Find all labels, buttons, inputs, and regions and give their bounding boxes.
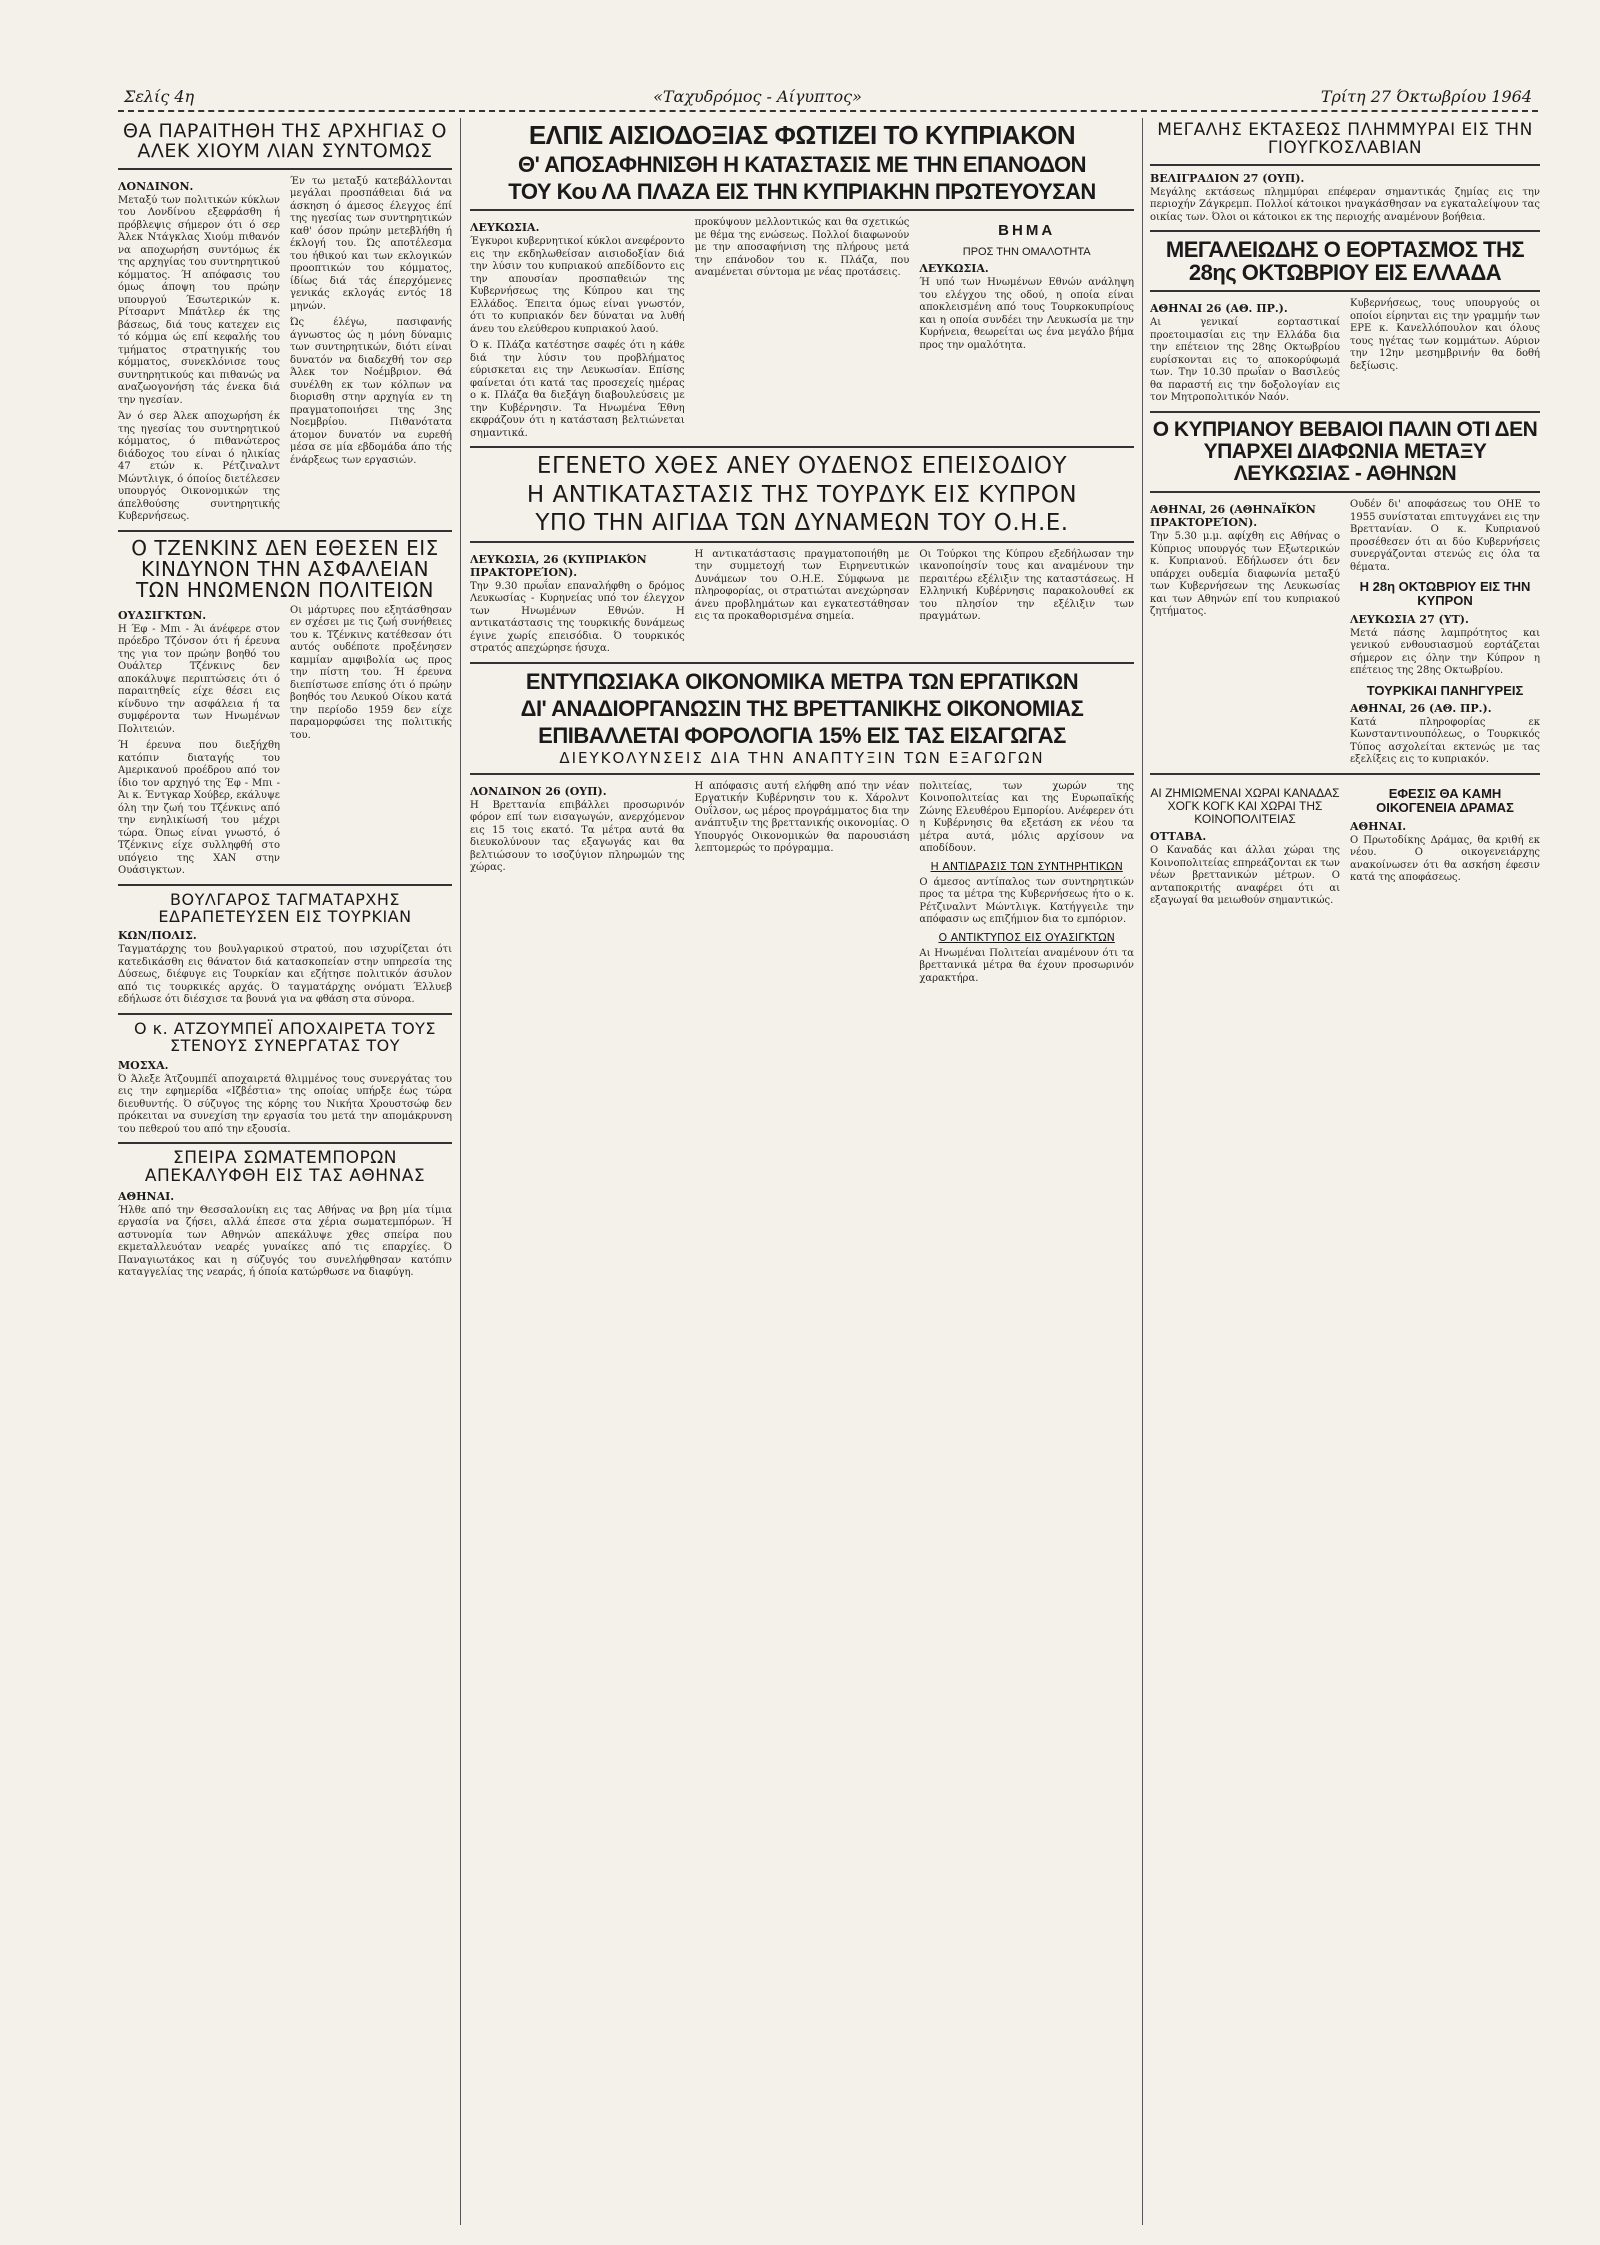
issue-date: Τρίτη 27 Όκτωβρίου 1964 bbox=[1315, 87, 1538, 106]
story-body bbox=[470, 549, 1134, 656]
divider bbox=[470, 662, 1134, 664]
paragraph: Μεταξύ των πολιτικών κύκλων του Λονδίνου εξεφράσθη ή πρόβλεψις σήμερον ότι ό σερ Άλεκ Ντάγκλας Χιούμ πιθανόν να αποχωρήση συντόμως έκ της αρχηγίας του συντηρητικού κόμματος. Ή απόφασις του όμως άποψη του πρώην υπουργού Έσωτερικών κ. Ρίτσαρντ Μπάτλερ έκ της βάσεως, διά τους κατεχεν εις τό κόμμα ώς επί κεφαλής του τμήματος στρατηγικής του κόμματος, συνεκλόνισε τους συντηρητικούς και πιθανώς να αναζωογονήση τάς ένεκα διά την ηγεσίαν. bbox=[118, 194, 280, 406]
story-adzhubei bbox=[118, 1018, 452, 1136]
paragraph: Ταγματάρχης του βουλγαρικού στρατού, που ισχυρίζεται ότι κατεδικάσθη εις θάνατον διά κατασκοπείαν στην υπηρεσία της Δύσεως, διέφυγε εις Τουρκίαν και εζήτησε πολιτικόν άσυλον από τις τουρκικές αρχάς. Ό ταγματάρχης ονόματι Έλλυεβ εδήλωσε ότι διέσχισε τα βουνά για να φθάση στα σύνορα. bbox=[118, 944, 452, 1006]
paragraph: Ήλθε από την Θεσσαλονίκη εις τας Αθήνας να βρη μία τίμια εργασία να ζήσει, αλλά έπεσε στα χέρια σωματεμπόρων. Ή αστυνομία των Αθηνών απεκάλυψε χθες σπείρα που εκμεταλλευόταν νεαρές γυναίκες από τις επαρχίες. Ό Παναγιωτάκος και η σύζυγός του συνελήφθησαν κατόπιν καταγγελίας της νεαράς, ή όποία κατώρθωσε να διαφύγη. bbox=[118, 1204, 452, 1279]
story-cyprus-optimism bbox=[470, 122, 1134, 440]
story-body bbox=[118, 605, 452, 878]
subheadline: ΑΙ ΖΗΜΙΩΜΕΝΑΙ ΧΩΡΑΙ ΚΑΝΑΔΑΣ ΧΟΓΚ ΚΟΓΚ ΚΑΙ ΧΩΡΑΙ ΤΗΣ ΚΟΙΝΟΠΟΛΙΤΕΙΑΣ bbox=[1150, 785, 1340, 827]
dateline: ΛΕΥΚΩΣΙΑ. bbox=[919, 262, 989, 276]
divider bbox=[1150, 290, 1540, 292]
story-28-october bbox=[1150, 238, 1540, 405]
paragraph: Ή υπό των Ηνωμένων Εθνών ανάληψη του ελέγχου της οδού, η οποία είναι αποκλεισμένη από τους Τουρκοκυπρίους και η οποία συνδέει την Λευκωσία με την Κυρήνεια, θεωρείται ως ένα μεγάλο βήμα προς την ομαλότητα. bbox=[919, 277, 1134, 351]
paragraph: Αι Ηνωμέναι Πολιτείαι αναμένουν ότι τα βρεττανικά μέτρα θα έχουν προσωρινόν χαρακτήρα. bbox=[919, 947, 1134, 984]
divider bbox=[470, 446, 1134, 448]
divider bbox=[118, 168, 452, 170]
headline: ΒΟΥΛΓΑΡΟΣ ΤΑΓΜΑΤΑΡΧΗΣ ΕΔΡΑΠΕΤΕΥΣΕΝ ΕΙΣ ΤΟΥΡΚΙΑΝ bbox=[158, 889, 412, 926]
banner-headline: ΕΠΙΒΑΛΛΕΤΑΙ ΦΟΡΟΛΟΓΙΑ 15% ΕΙΣ ΤΑΣ ΕΙΣΑΓΩΓΑΣ bbox=[538, 723, 1066, 749]
masthead bbox=[118, 82, 1538, 112]
story-body bbox=[118, 176, 452, 524]
story-british-economy bbox=[470, 670, 1134, 986]
paragraph: πολιτείας, των χωρών της Κοινοπολιτείας και της Ευρωπαϊκής Ζώνης Ελευθέρου Εμπορίου. Ανέφερεν ότι η Κυβέρνησις θα εξετάση εκ νέου τα μέτρα αυτά, μόλις αρχίσουν να αποδίδουν. bbox=[919, 780, 1134, 855]
column-rule bbox=[460, 118, 461, 2225]
paper-name: «Ταχυδρόμος - Αίγυπτος» bbox=[647, 87, 868, 106]
column-left bbox=[118, 118, 452, 2225]
divider bbox=[118, 1013, 452, 1015]
dateline: ΛΟΝΔΙΝΟΝ. bbox=[118, 179, 194, 193]
paragraph: Έν τω μεταξύ κατεβάλλονται μεγάλαι προσπάθειαι διά να άσκηση ό άμεσος έλεγχος έπί της ηγεσίας των συντηρητικών καθ' όσον πρώην μετεβλήθη ή έκλογή του. Ώς αποτέλεσμα του ήθικού και των εκλογικών προοπτικών του κόμματος, ίδίως διά τάς έπερχόμενες γενικάς εκλογάς εντός 18 μηνών. bbox=[290, 175, 452, 312]
banner-headline: Η ΑΝΤΙΚΑΤΑΣΤΑΣΙΣ ΤΗΣ ΤΟΥΡΔΥΚ ΕΙΣ ΚΥΠΡΟΝ bbox=[526, 481, 1078, 508]
divider bbox=[118, 530, 452, 532]
story-body bbox=[1150, 781, 1540, 908]
paragraph: Η απόφασις αυτή ελήφθη από την νέαν Εργατικήν Κυβέρνησιν του κ. Χάρολντ Ουΐλσον, ως μέρος προγράμματος δια την ανάπτυξιν της βρεττανικής οικονομίας. Ο Υπουργός Οικονομικών θα παρουσιάση λεπτομερώς το πρόγραμμα. bbox=[694, 780, 910, 855]
story-commonwealth bbox=[1150, 781, 1540, 908]
paragraph: Ο Καναδάς και άλλαι χώραι της Κοινοπολιτείας επηρεάζονται εκ των νέων βρεττανικών μέτρων. Ο ανταποκριτής αναφέρει ότι αι εξαγωγαί θα μειωθούν σημαντικώς. bbox=[1150, 845, 1340, 907]
headline: Ο κ. ΑΤΖΟΥΜΠΕΪ ΑΠΟΧΑΙΡΕΤΑ ΤΟΥΣ ΣΤΕΝΟΥΣ ΣΥΝΕΡΓΑΤΑΣ ΤΟΥ bbox=[133, 1018, 437, 1055]
dateline: ΜΟΣΧΑ. bbox=[118, 1058, 169, 1072]
paragraph: Κυβερνήσεως, τους υπουργούς οι οποίοι είρηνται εις την γραμμήν των ΕΡΕ κ. Κανελλόπουλον και όλους τους ηγέτας των κομμάτων. Αύριον την 12ην μεσημβρινήν θα δοθή δεξίωσις. bbox=[1350, 298, 1540, 372]
dateline: ΛΟΝΔΙΝΟΝ 26 (ΟΥΠ). bbox=[470, 784, 607, 798]
divider bbox=[470, 209, 1134, 211]
banner-headline: ΕΝΤΥΠΩΣΙΑΚΑ ΟΙΚΟΝΟΜΙΚΑ ΜΕΤΡΑ ΤΩΝ ΕΡΓΑΤΙΚΩΝ bbox=[525, 668, 1079, 694]
dateline: ΛΕΥΚΩΣΙΑ, 26 (ΚΥΠΡΙΑΚΌΝ ΠΡΑΚΤΟΡΕΊΟΝ). bbox=[470, 552, 647, 579]
paragraph: Ο Πρωτοδίκης Δράμας, θα κριθή εκ νέου. Ο οικογενειάρχης ανακοίνωσεν ότι θα ασκήση έφεσιν κατά της αποφάσεως. bbox=[1350, 834, 1540, 883]
divider bbox=[118, 884, 452, 886]
paragraph: Η Έφ - Μπι - Άι άνέφερε στον πρόεδρο Τζόνσον ότι ή έρευνα της για τον πρώην βοηθό του Ουάλτερ Τζένκινς δεν αποκάλυψε περιπτώσεις ότι ό παραιτηθείς είχε θέσει εις κίνδυνο την ασφάλεια ή τα συμφέροντα των Ηνωμένων Πολιτειών. bbox=[118, 623, 280, 735]
divider bbox=[470, 541, 1134, 543]
banner-headline: ΕΛΠΙΣ ΑΙΣΙΟΔΟΞΙΑΣ ΦΩΤΙΖΕΙ ΤΟ ΚΥΠΡΙΑΚΟΝ bbox=[528, 120, 1076, 150]
headline: ΘΑ ΠΑΡΑΙΤΗΘΗ ΤΗΣ ΑΡΧΗΓΙΑΣ Ο ΑΛΕΚ ΧΙΟΥΜ ΛΙΑΝ ΣΥΝΤΟΜΩΣ bbox=[123, 120, 447, 162]
subheadline: Η 28η ΟΚΤΩΒΡΙΟΥ ΕΙΣ ΤΗΝ ΚΥΠΡΟΝ bbox=[1359, 579, 1531, 609]
story-yugoslavia-floods bbox=[1150, 122, 1540, 224]
story-body bbox=[1150, 298, 1540, 405]
divider bbox=[118, 1142, 452, 1144]
paragraph: Μετά πάσης λαμπρότητος και γενικού ενθουσιασμού εορτάζεται σήμερον εις όλην την Κύπρον η επέτειος της 28ης Οκτωβρίου. bbox=[1350, 627, 1540, 677]
banner-headline: Θ' ΑΠΟΣΑΦΗΝΙΣΘΗ Η ΚΑΤΑΣΤΑΣΙΣ ΜΕ ΤΗΝ ΕΠΑΝΟΔΟΝ bbox=[518, 152, 1086, 178]
divider bbox=[1150, 230, 1540, 232]
column-center bbox=[470, 118, 1134, 2225]
dateline: ΑΘΗΝΑΙ, 26 (ΑΘ. ΠΡ.). bbox=[1350, 701, 1492, 715]
story-kyprianou bbox=[1150, 419, 1540, 767]
divider bbox=[1150, 773, 1540, 775]
story-body bbox=[470, 217, 1134, 440]
divider bbox=[1150, 411, 1540, 413]
headline: Ο ΤΖΕΝΚΙΝΣ ΔΕΝ ΕΘΕΣΕΝ ΕΙΣ ΚΙΝΔΥΝΟΝ ΤΗΝ ΑΣΦΑΛΕΙΑΝ ΤΩΝ ΗΝΩΜΕΝΩΝ ΠΟΛΙΤΕΙΩΝ bbox=[131, 535, 439, 602]
paragraph: Την 9.30 πρωΐαν επαναλήφθη ο δρόμος Λευκωσίας - Κυρηνείας υπό τον έλεγχον των Ηνωμένων Εθνών. Η αντικατάστασις της τουρκικής δυνάμεως έγινε χωρίς επεισόδια. Ό τουρκικός στρατός απεχώρησε ήσυχα. bbox=[470, 580, 685, 655]
dateline: ΑΘΗΝΑΙ. bbox=[1350, 819, 1407, 833]
paragraph: Μεγάλης εκτάσεως πλημμύραι επέφεραν σημαντικάς ζημίας εις την περιοχήν Ζάγκρεμπ. Πολλοί κάτοικοι ηναγκάσθησαν να εγκαταλείψουν τας οικίας των. Όλοι οι κάτοικοι εκ της περιοχής αναμένουν βοήθεια. bbox=[1150, 186, 1540, 223]
column-right bbox=[1150, 118, 1540, 2225]
paragraph: Ουδέν δι' αποφάσεως του ΟΗΕ το 1955 συνίσταται επιτυγχάνει εις την Βρεττανίαν. Ο κ. Κυπριανού προσέθεσεν ότι αι δύο Κυβερνήσεις συνεργάζονται στενώς εις όλα τα θέματα. bbox=[1350, 499, 1540, 573]
story-body bbox=[1150, 499, 1540, 767]
dateline: ΑΘΗΝΑΙ 26 (ΑΘ. ΠΡ.). bbox=[1150, 302, 1288, 316]
paragraph: Την 5.30 μ.μ. αφίχθη εις Αθήνας ο Κύπριος υπουργός των Εξωτερικών κ. Κυπριανού. Εδήλωσεν ότι δεν υπάρχει ουδεμία διαφωνία μεταξύ των Κυβερνήσεων της Λευκωσίας και των Αθηνών επί του κυπριακού ζητήματος. bbox=[1150, 531, 1340, 618]
paragraph: προκύψουν μελλοντικώς και θα σχετικώς με θέμα της ενώσεως. Πολλοί διαφωνούν με την αποσαφήνιση της πλήρους μετά την επάνοδον του κ. Πλάζα, που αναμένεται σύντομα με νέας προτάσεις. bbox=[694, 217, 910, 279]
paragraph: Η Βρεττανία επιβάλλει προσωρινόν φόρον επί των εισαγωγών, ανερχόμενον εις 15 τοις εκατό. Τα μέτρα αυτά θα διευκολύνουν τας εξαγωγάς και θα βελτιώσουν το ισοζύγιον πληρωμών της χώρας. bbox=[470, 799, 685, 874]
subheadline: ΒΗΜΑ bbox=[998, 222, 1056, 240]
story-bulgarian-major bbox=[118, 889, 452, 1007]
banner-headline: ΔΙ' ΑΝΑΔΙΟΡΓΑΝΩΣΙΝ ΤΗΣ ΒΡΕΤΤΑΝΙΚΗΣ ΟΙΚΟΝΟΜΙΑΣ bbox=[520, 696, 1084, 721]
divider bbox=[1150, 164, 1540, 166]
paragraph: Η αντικατάστασις πραγματοποιήθη με την συμμετοχή των Ειρηνευτικών Δυνάμεων του Ο.Η.Ε. Σύμφωνα με πληροφορίας, οι στρατιώται ανεχώρησαν άνευ προβλημάτων και εγκατεστάθησαν εις τα προκαθορισμένα σημεία. bbox=[694, 548, 910, 623]
page-number: Σελίς 4η bbox=[118, 87, 200, 106]
dateline: ΛΕΥΚΩΣΙΑ 27 (ΥΤ). bbox=[1350, 612, 1469, 626]
subheadline: ΠΡΟΣ ΤΗΝ ΟΜΑΛΟΤΗΤΑ bbox=[962, 245, 1091, 258]
story-body bbox=[470, 781, 1134, 986]
paragraph: Αι γενικαί εορταστικαί προετοιμασίαι εις την Ελλάδα δια την επέτειον της 28ης Οκτωβρίου ευρίσκονται εις το αποκορύφωμά των. Την 10.30 πρωΐαν ο Βασιλεύς θα παραστή εις την δοξολογίαν εις τον Μητροπολιτικόν Ναόν. bbox=[1150, 317, 1340, 404]
paragraph: Κατά πληροφορίας εκ Κωνσταντινουπόλεως, ο Τουρκικός Τύπος ασχολείται εκτενώς με τας εξελίξεις εις το κυπριακόν. bbox=[1350, 716, 1540, 766]
paragraph: Ό Άλεξε Άτζουμπέϊ αποχαιρετά θλιμμένος τους συνεργάτας του εις την εφημερίδα «Ιζβέστια» της οποίας υπήρξε έως τώρα διευθυντής. Ό σύζυγος της κόρης του Νικήτα Χρουστσώφ δεν πρόκειται να συνεχίση την εργασία του μετά την απομάκρυνση του πεθερού του από την εξουσία. bbox=[118, 1073, 452, 1135]
subheadline: ΤΟΥΡΚΙΚΑΙ ΠΑΝΗΓΥΡΕΙΣ bbox=[1366, 682, 1524, 698]
subheadline: Η ΑΝΤΙΔΡΑΣΙΣ ΤΩΝ ΣΥΝΤΗΡΗΤΙΚΩΝ bbox=[930, 859, 1123, 873]
divider bbox=[470, 773, 1134, 775]
banner-headline: ΤΟΥ Κου ΛΑ ΠΛΑΖΑ ΕΙΣ ΤΗΝ ΚΥΠΡΙΑΚΗΝ ΠΡΩΤΕΥΟΥΣΑΝ bbox=[508, 179, 1096, 205]
subheadline: ΔΙΕΥΚΟΛΥΝΣΕΙΣ ΔΙΑ ΤΗΝ ΑΝΑΠΤΥΞΙΝ ΤΩΝ ΕΞΑΓΩΓΩΝ bbox=[559, 749, 1045, 768]
subheadline: ΕΦΕΣΙΣ ΘΑ ΚΑΜΗ ΟΙΚΟΓΕΝΕΙΑ ΔΡΑΜΑΣ bbox=[1376, 785, 1514, 816]
dateline: ΑΘΗΝΑΙ, 26 (ΑΘΗΝΑΪΚΌΝ ΠΡΑΚΤΟΡΕΊΟΝ). bbox=[1150, 503, 1316, 530]
dateline: ΟΤΤΑΒΑ. bbox=[1150, 830, 1207, 844]
dateline: ΟΥΑΣΙΓΚΤΩΝ. bbox=[118, 608, 207, 622]
dateline: ΚΩΝ/ΠΟΛΙΣ. bbox=[118, 929, 197, 943]
story-turdyk bbox=[470, 454, 1134, 655]
paragraph: Έγκυροι κυβερνητικοί κύκλοι ανεφέροντο εις την εκδηλωθείσαν αισιοδοξίαν διά την λύσιν του κυπριακού απεδίδοντο εις την απουσίαν προσπαθειών της Κυβερνήσεως της Κύπρου και της Ελλάδος. Έπειτα όμως είναι γνωστόν, ότι το κυπριακόν δεν δύναται να λυθή άνευ του ελεύθερου κυπριακού λαού. bbox=[470, 236, 685, 335]
headline: Ο ΚΥΠΡΙΑΝΟΥ ΒΕΒΑΙΟΙ ΠΑΛΙΝ ΟΤΙ ΔΕΝ ΥΠΑΡΧΕΙ ΔΙΑΦΩΝΙΑ ΜΕΤΑΞΥ ΛΕΥΚΩΣΙΑΣ - ΑΘΗΝΩΝ bbox=[1152, 417, 1538, 485]
story-traffickers bbox=[118, 1150, 452, 1280]
dateline: ΑΘΗΝΑΙ. bbox=[118, 1189, 175, 1203]
headline: ΣΠΕΙΡΑ ΣΩΜΑΤΕΜΠΟΡΩΝ ΑΠΕΚΑΛΥΦΘΗ ΕΙΣ ΤΑΣ ΑΘΗΝΑΣ bbox=[144, 1148, 426, 1186]
subheadline: Ο ΑΝΤΙΚΤΥΠΟΣ ΕΙΣ ΟΥΑΣΙΓΚΤΩΝ bbox=[938, 930, 1115, 944]
dateline: ΒΕΛΙΓΡΑΔΙΟΝ 27 (ΟΥΠ). bbox=[1150, 171, 1305, 185]
paragraph: Ο άμεσος αντίπαλος των συντηρητικών προς τα μέτρα της Κυβερνήσεως ήτο ο κ. Ρέτζιναλντ Μώντλιγκ. Κατήγγειλε την απόφασιν ως επιζήμιον δια το εμπόριον. bbox=[919, 876, 1134, 926]
story-jenkins bbox=[118, 535, 452, 878]
paragraph: Οι μάρτυρες που εξητάσθησαν εν σχέσει με τις ζωή συνήθειες του κ. Τζένκινς κατέθεσαν ότι αυτός ουδέποτε προξένησεν καμμίαν αμφιβολία ως προς την πίστη του. Ή έρευνα διεπίστωσε επίσης ότι ό πρώην βοηθός του Λευκού Οίκου κατά την περίοδο 1959 δεν είχε παραμορφώσει της πολιτικής του. bbox=[290, 604, 452, 741]
paragraph: Ώς έλέγω, πασιφανής άγνωστος ώς η μόνη δύναμις των συντηρητικών, διότι είναι δυνατόν να διαδεχθή τον σερ Άλεκ τον Νοέμβριον. Θά συνέλθη εκ των κόλπων να διορισθη στην αρχηγία εν τη πραγματοποιήσει της 3ης Νοεμβρίου. Πιθανότατα άτομον δυνατόν να ευρεθή μέσα σε μία εβδομάδα άπο τής ένάρξεως των εργασιών. bbox=[290, 317, 452, 466]
divider bbox=[1150, 491, 1540, 493]
headline: ΜΕΓΑΛΗΣ ΕΚΤΑΣΕΩΣ ΠΛΗΜΜΥΡΑΙ ΕΙΣ ΤΗΝ ΓΙΟΥΓΚΟΣΛΑΒΙΑΝ bbox=[1157, 120, 1533, 158]
dateline: ΛΕΥΚΩΣΙΑ. bbox=[470, 221, 540, 235]
paragraph: Ό κ. Πλάζα κατέστησε σαφές ότι η κάθε διά την λύσιν του προβλήματος εύρισκεται εις την Λευκωσίαν. Επίσης φαίνεται ότι κατά τας προσεχείς ημέρας ο κ. Πλάζα θα διεξάγη διαβουλεύσεις με την Κυβέρνησιν. Τα Ηνωμένα Έθνη εκφράζουν ότι η κατάσταση βελτιώνεται σημαντικά. bbox=[470, 340, 685, 439]
column-rule bbox=[1142, 118, 1143, 2225]
paragraph: Οι Τούρκοι της Κύπρου εξεδήλωσαν την ικανοποίησίν τους και αναμένουν την περαιτέρω εξέλιξιν της καταστάσεως. Η Ελληνική Κυβέρνησις παρακολουθεί εκ του πλησίον την εξέλιξιν των πραγμάτων. bbox=[919, 548, 1134, 623]
story-hume-resignation bbox=[118, 122, 452, 524]
paragraph: Άν ό σερ Άλεκ αποχωρήση έκ της ηγεσίας του συντηρητικού κόμματος, ό πιθανώτερος διάδοχος του είναι ό ηλικίας 47 ετών κ. Ρέτζιναλντ Μώντλιγκ, ό όποίος διετέλεσεν υπουργός Οικονομικών της άπελθούσης συντηρητικής Κυβερνήσεως. bbox=[118, 411, 280, 523]
banner-headline: ΕΓΕΝΕΤΟ ΧΘΕΣ ΑΝΕΥ ΟΥΔΕΝΟΣ ΕΠΕΙΣΟΔΙΟΥ bbox=[536, 453, 1068, 480]
headline: ΜΕΓΑΛΕΙΩΔΗΣ Ο ΕΟΡΤΑΣΜΟΣ ΤΗΣ 28ης ΟΚΤΩΒΡΙΟΥ ΕΙΣ ΕΛΛΑΔΑ bbox=[1165, 237, 1525, 286]
paragraph: Ή έρευνα που διεξήχθη κατόπιν διαταγής του Αμερικανού προέδρου από τον ίδιο τον αρχηγό της Έφ - Μπι - Άι κ. Έντγκαρ Χούβερ, εκάλυψε όλη την ζωή του Τζένκινς από την ενηλικίωσή του μέχρι τώρα. Όπως είναι γνωστό, ό Τζένκινς είχε συλληφθή στο υπόγειο της ΧΑΝ στην Ουάσιγκτων. bbox=[118, 740, 280, 877]
banner-headline: ΥΠΟ ΤΗΝ ΑΙΓΙΔΑ ΤΩΝ ΔΥΝΑΜΕΩΝ ΤΟΥ Ο.Η.Ε. bbox=[535, 509, 1069, 536]
